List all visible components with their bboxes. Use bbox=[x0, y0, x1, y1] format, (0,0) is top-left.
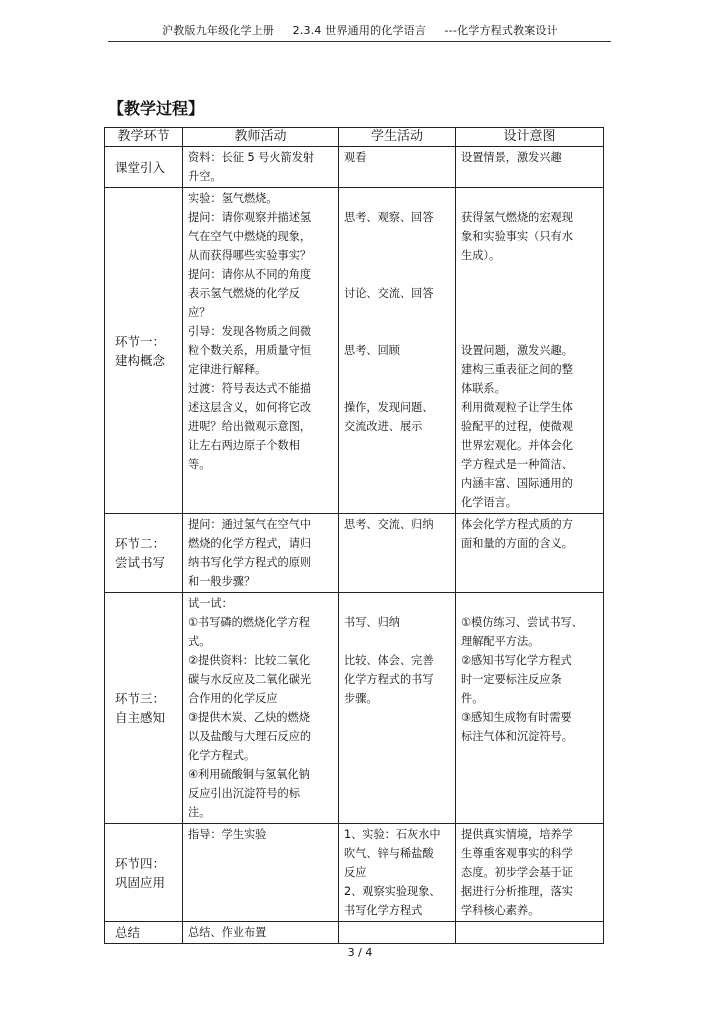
cell-line: 让左右两边原子个数相 bbox=[188, 439, 300, 452]
column-header-student-activity: 学生活动 bbox=[339, 128, 456, 147]
cell-line bbox=[344, 594, 450, 613]
cell-line: 思考、回顾 bbox=[344, 344, 400, 357]
cell-phase bbox=[105, 188, 183, 514]
cell-line bbox=[344, 265, 450, 284]
cell-line: 应？ bbox=[188, 306, 211, 319]
cell-line bbox=[461, 923, 598, 942]
cell-line: 时一定要标注反应条 bbox=[461, 673, 562, 686]
cell-student-activity bbox=[339, 147, 456, 188]
cell-line: 步骤。 bbox=[344, 692, 378, 705]
header-divider bbox=[108, 41, 611, 42]
cell-line: 升空。 bbox=[188, 170, 222, 183]
table-row bbox=[105, 147, 604, 188]
cell-line: 式。 bbox=[188, 635, 211, 648]
cell-line bbox=[344, 246, 450, 265]
cell-line: 获得氢气燃烧的宏观现 bbox=[461, 211, 573, 224]
cell-line: 环节一： bbox=[115, 333, 166, 349]
cell-phase bbox=[105, 824, 183, 922]
cell-line: 和一般步骤？ bbox=[188, 575, 256, 588]
cell-line: 件。 bbox=[461, 692, 484, 705]
table-row bbox=[105, 188, 604, 514]
cell-line bbox=[461, 322, 598, 341]
cell-line: ③提供木炭、乙炔的燃烧 bbox=[188, 711, 310, 724]
cell-line: 标注气体和沉淀符号。 bbox=[461, 730, 573, 743]
cell-line bbox=[344, 322, 450, 341]
column-header-phase: 教学环节 bbox=[105, 128, 183, 147]
page-number: 3 / 4 bbox=[347, 946, 373, 959]
cell-line: 纳书写化学方程式的原则 bbox=[188, 556, 312, 569]
cell-line: 体会化学方程式质的方 bbox=[461, 518, 573, 531]
cell-line bbox=[344, 923, 450, 942]
cell-line bbox=[461, 189, 598, 208]
column-header-teacher-activity: 教师活动 bbox=[183, 128, 339, 147]
cell-line bbox=[344, 189, 450, 208]
cell-line: 反应 bbox=[344, 866, 367, 879]
cell-student-activity bbox=[339, 514, 456, 593]
cell-teacher-activity bbox=[183, 188, 339, 514]
cell-line: 吹气、锌与稀盐酸 bbox=[344, 847, 434, 860]
cell-teacher-activity bbox=[183, 922, 339, 944]
cell-line: 象和实验事实（只有水 bbox=[461, 230, 573, 243]
cell-line: 世界宏观化。并体会化 bbox=[461, 439, 573, 452]
table-body bbox=[105, 147, 604, 944]
cell-line: 实验：氢气燃烧。 bbox=[188, 192, 278, 205]
cell-line: 反应引出沉淀符号的标 bbox=[188, 787, 300, 800]
cell-line: 验配平的过程，使微观 bbox=[461, 420, 573, 433]
cell-line: 提问：通过氢气在空气中 bbox=[188, 518, 312, 531]
cell-line: 思考、交流、归纳 bbox=[344, 518, 434, 531]
cell-line: 学科核心素养。 bbox=[461, 904, 540, 917]
column-header-design-intent: 设计意图 bbox=[456, 128, 604, 147]
cell-line: 引导：发现各物质之间微 bbox=[188, 325, 312, 338]
cell-design-intent bbox=[456, 922, 604, 944]
cell-teacher-activity bbox=[183, 514, 339, 593]
cell-student-activity bbox=[339, 593, 456, 824]
cell-line: 试一试： bbox=[188, 597, 233, 610]
cell-line: 课堂引入 bbox=[115, 159, 166, 175]
cell-line: ②感知书写化学方程式 bbox=[461, 654, 572, 667]
cell-line: 表示氢气燃烧的化学反 bbox=[188, 287, 300, 300]
cell-line: 资料：长征 5 号火箭发射 bbox=[188, 151, 315, 164]
cell-line: ④利用硫酸铜与氢氧化钠 bbox=[188, 768, 310, 781]
cell-line: 态度。初步学会基于证 bbox=[461, 866, 573, 879]
cell-design-intent bbox=[456, 514, 604, 593]
lesson-plan-table bbox=[104, 127, 604, 944]
cell-line: 环节三： bbox=[115, 691, 166, 706]
cell-line bbox=[461, 303, 598, 322]
cell-student-activity bbox=[339, 922, 456, 944]
cell-line: 自主感知 bbox=[115, 710, 166, 725]
cell-line: 观看 bbox=[344, 151, 367, 164]
cell-line bbox=[344, 632, 450, 651]
cell-line: 提问：请你从不同的角度 bbox=[188, 268, 312, 281]
cell-line: 体联系。 bbox=[461, 382, 506, 395]
cell-line bbox=[344, 379, 450, 398]
cell-teacher-activity bbox=[183, 593, 339, 824]
table-row bbox=[105, 514, 604, 593]
cell-line: 设置问题，激发兴趣。 bbox=[461, 344, 573, 357]
cell-line: 总结、作业布置 bbox=[188, 926, 267, 939]
page-header: 沪教版九年级化学上册 2.3.4 世界通用的化学语言 ---化学方程式教案设计 bbox=[162, 24, 558, 37]
cell-line: 化学方程式。 bbox=[188, 749, 256, 762]
cell-line: ③感知生成物有时需要 bbox=[461, 711, 572, 724]
cell-line: 环节二： bbox=[115, 536, 166, 551]
cell-design-intent bbox=[456, 147, 604, 188]
table-row bbox=[105, 593, 604, 824]
cell-design-intent bbox=[456, 188, 604, 514]
cell-line: 交流改进、展示 bbox=[344, 420, 423, 433]
cell-line: 理解配平方法。 bbox=[461, 635, 540, 648]
cell-line: 学方程式是一种简洁、 bbox=[461, 458, 573, 471]
cell-line: 碳与水反应及二氧化碳光 bbox=[188, 673, 312, 686]
cell-line: 化学语言。 bbox=[461, 496, 517, 509]
cell-line bbox=[344, 303, 450, 322]
cell-line: 环节四： bbox=[115, 855, 166, 871]
cell-line: 等。 bbox=[188, 458, 211, 471]
cell-line bbox=[461, 594, 598, 613]
cell-line: 书写、归纳 bbox=[344, 616, 400, 629]
cell-line: 粒个数关系，用质量守恒 bbox=[188, 344, 312, 357]
cell-line: 利用微观粒子让学生体 bbox=[461, 401, 573, 414]
cell-phase bbox=[105, 593, 183, 824]
cell-line: 内涵丰富、国际通用的 bbox=[461, 477, 573, 490]
cell-line bbox=[344, 360, 450, 379]
cell-teacher-activity bbox=[183, 824, 339, 922]
cell-line: ②提供资料：比较二氧化 bbox=[188, 654, 310, 667]
cell-line: 比较、体会、完善 bbox=[344, 654, 434, 667]
cell-line: 提问：请你观察并描述氢 bbox=[188, 211, 312, 224]
cell-line bbox=[461, 265, 598, 284]
cell-line: 书写化学方程式 bbox=[344, 904, 423, 917]
cell-student-activity bbox=[339, 188, 456, 514]
cell-design-intent bbox=[456, 824, 604, 922]
cell-line: 2、观察实验现象、 bbox=[344, 885, 441, 898]
cell-line: 燃烧的化学方程式，请归 bbox=[188, 537, 312, 550]
cell-line: 巩固应用 bbox=[115, 874, 166, 890]
cell-line: 指导：学生实验 bbox=[188, 828, 267, 841]
cell-line: 以及盐酸与大理石反应的 bbox=[188, 730, 312, 743]
section-title: 【教学过程】 bbox=[108, 99, 205, 118]
cell-line: 面和量的方面的含义。 bbox=[461, 537, 573, 550]
cell-line: 据进行分析推理，落实 bbox=[461, 885, 573, 898]
cell-line: 尝试书写 bbox=[115, 555, 166, 570]
cell-line: 气在空气中燃烧的现象， bbox=[188, 230, 312, 243]
cell-line: 总结 bbox=[115, 925, 141, 940]
cell-line: 1、实验：石灰水中 bbox=[344, 828, 441, 841]
cell-phase bbox=[105, 514, 183, 593]
cell-line: 化学方程式的书写 bbox=[344, 673, 434, 686]
cell-line: 思考、观察、回答 bbox=[344, 211, 434, 224]
table-header-row bbox=[105, 128, 604, 147]
cell-line: 生成）。 bbox=[461, 249, 501, 262]
cell-line: 合作用的化学反应 bbox=[188, 692, 278, 705]
cell-phase bbox=[105, 147, 183, 188]
cell-student-activity bbox=[339, 824, 456, 922]
cell-line: 定律进行解释。 bbox=[188, 363, 267, 376]
cell-teacher-activity bbox=[183, 147, 339, 188]
cell-line: ①模仿练习、尝试书写、 bbox=[461, 616, 583, 629]
cell-line: 提供真实情境，培养学 bbox=[461, 828, 573, 841]
cell-line: 述这层含义，如何将它改 bbox=[188, 401, 312, 414]
cell-line: 生尊重客观事实的科学 bbox=[461, 847, 573, 860]
cell-line bbox=[461, 284, 598, 303]
cell-line: 过渡：符号表达式不能描 bbox=[188, 382, 312, 395]
cell-line: 注。 bbox=[188, 806, 211, 819]
cell-line: ①书写磷的燃烧化学方程 bbox=[188, 616, 310, 629]
cell-phase bbox=[105, 922, 183, 944]
cell-line: 讨论、交流、回答 bbox=[344, 287, 434, 300]
cell-design-intent bbox=[456, 593, 604, 824]
cell-line: 建构三重表征之间的整 bbox=[461, 363, 573, 376]
cell-line: 建构概念 bbox=[115, 352, 166, 368]
cell-line: 操作，发现问题、 bbox=[344, 401, 434, 414]
table-row bbox=[105, 824, 604, 922]
cell-line: 进呢？给出微观示意图， bbox=[188, 420, 312, 433]
cell-line: 设置情景，激发兴趣 bbox=[461, 151, 562, 164]
cell-line: 从而获得哪些实验事实？ bbox=[188, 249, 312, 262]
cell-line bbox=[344, 227, 450, 246]
table-row bbox=[105, 922, 604, 944]
